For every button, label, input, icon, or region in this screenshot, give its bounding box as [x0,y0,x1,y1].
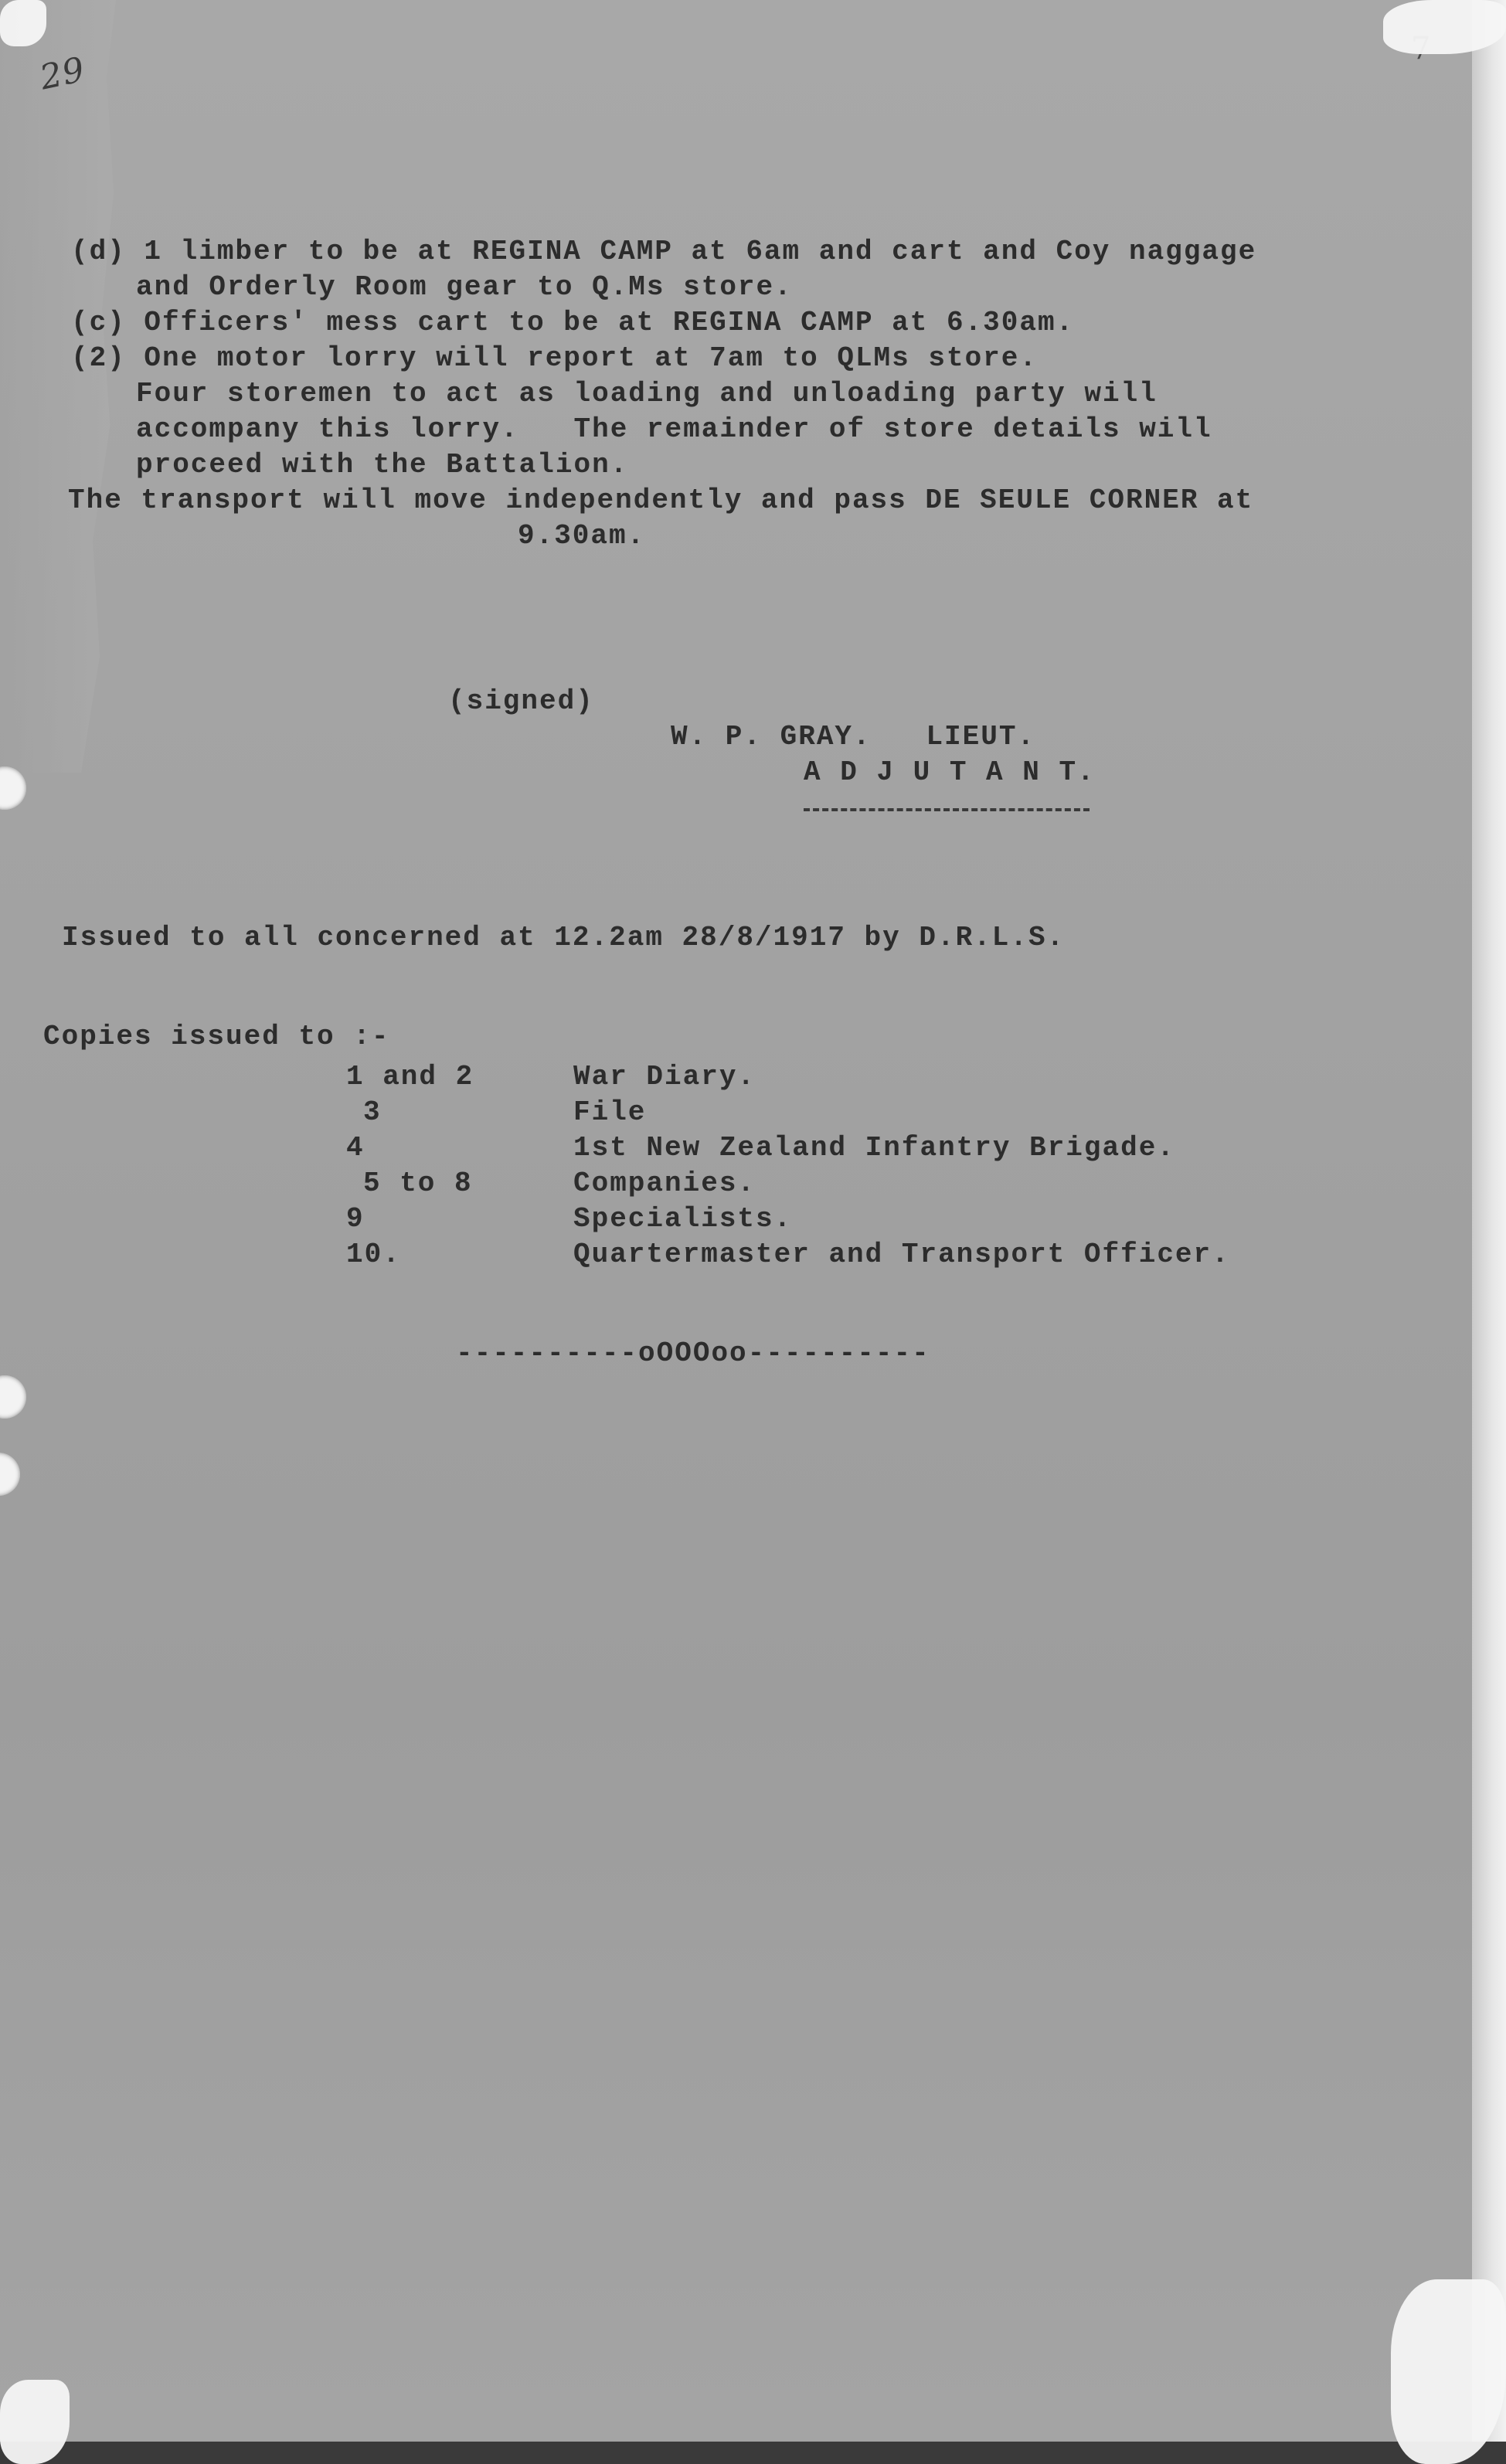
corner-mount-top-left [0,0,46,46]
torn-edge [0,0,116,773]
signature-underline [804,808,1090,811]
copy-row-number: 9 [346,1203,365,1235]
copy-row-number: 4 [346,1132,365,1164]
copy-row-recipient: War Diary. [573,1061,756,1093]
copy-row-recipient: Quartermaster and Transport Officer. [573,1239,1230,1270]
page-edge [1472,0,1506,2464]
order-2-line-2: Four storemen to act as loading and unloading party will [136,378,1158,410]
order-2-line-4: proceed with the Battalion. [136,449,629,481]
copy-row-recipient: Specialists. [573,1203,793,1235]
order-c-line: (c) Officers' mess cart to be at REGINA CAMP at 6.30am. [71,307,1075,338]
punch-hole [0,1375,26,1419]
copies-heading: Copies issued to :- [43,1021,390,1052]
copy-row-recipient: File [573,1096,647,1128]
corner-mount-bottom-right [1391,2279,1506,2464]
order-d-line-2: and Orderly Room gear to Q.Ms store. [136,271,793,303]
corner-mount-top-right [1383,0,1506,54]
order-d-line-1: (d) 1 limber to be at REGINA CAMP at 6am and cart and Coy naggage [71,236,1257,267]
signatory-title: A D J U T A N T. [804,756,1096,788]
transport-line-1: The transport will move independently and pass DE SEULE CORNER at [68,484,1254,516]
order-2-line-1: (2) One motor lorry will report at 7am to QLMs store. [71,342,1038,374]
issued-line: Issued to all concerned at 12.2am 28/8/1917 by D.R.L.S. [62,922,1066,953]
copy-row-number: 10. [346,1239,401,1270]
copy-row-number: 5 to 8 [363,1167,473,1199]
binding-shadow [0,2442,1506,2464]
punch-hole [0,766,26,810]
signatory-name: W. P. GRAY. LIEUT. [671,721,1036,753]
copy-row-recipient: Companies. [573,1167,756,1199]
transport-line-2: 9.30am. [518,520,646,552]
punch-hole [0,1453,20,1496]
end-mark: ----------oOOOoo---------- [456,1337,930,1369]
copy-row-number: 3 [363,1096,382,1128]
order-2-line-3: accompany this lorry. The remainder of store details will [136,413,1212,445]
copy-row-number: 1 and 2 [346,1061,474,1093]
corner-mount-bottom-left [0,2380,70,2464]
folio-number: 29 [36,49,89,98]
signed-label: (signed) [448,685,594,717]
copy-row-recipient: 1st New Zealand Infantry Brigade. [573,1132,1175,1164]
